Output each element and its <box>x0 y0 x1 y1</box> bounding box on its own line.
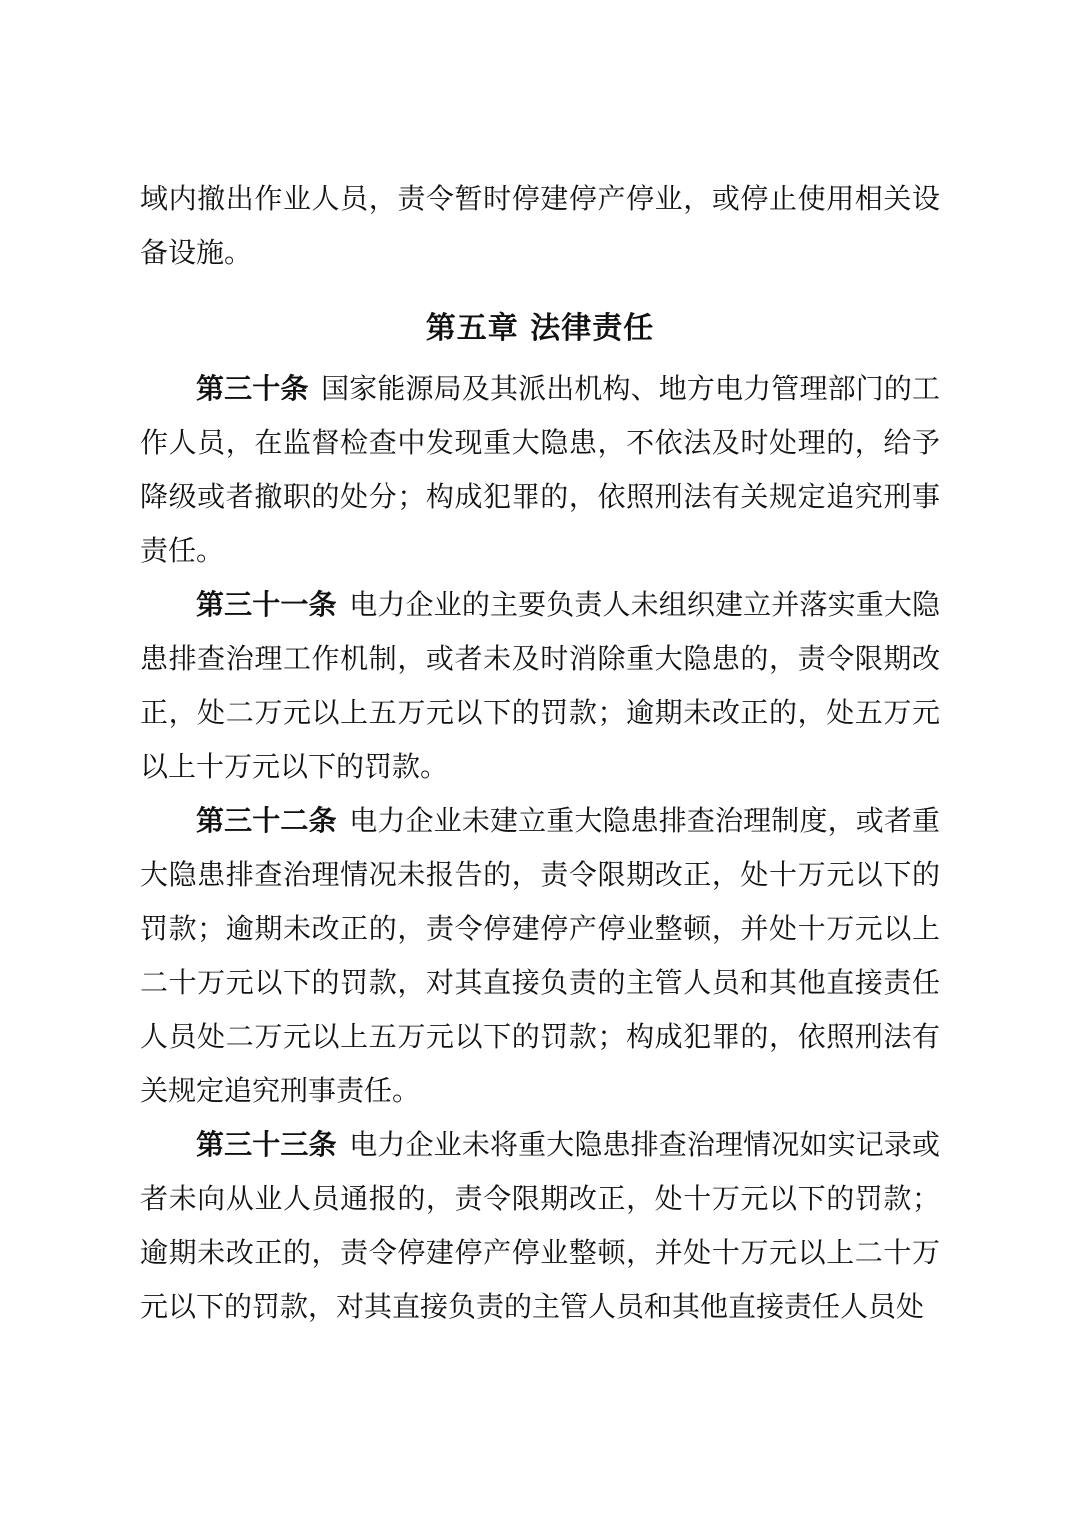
article-label-33: 第三十三条 <box>196 1128 337 1161</box>
article-paragraph-33 <box>140 1118 940 1334</box>
article-label-31: 第三十一条 <box>196 588 337 621</box>
article-paragraph-31 <box>140 578 940 794</box>
article-text-31: 电力企业的主要负责人未组织建立并落实重大隐患排查治理工作机制，或者未及时消除重大隐患的，责令限期改正，处二万元以上五万元以下的罚款；逾期未改正的，处五万元以上十万元以下的罚款。 <box>140 588 940 783</box>
article-paragraph-32 <box>140 794 940 1118</box>
article-text-32: 电力企业未建立重大隐患排查治理制度，或者重大隐患排查治理情况未报告的，责令限期改正，处十万元以下的罚款；逾期未改正的，责令停建停产停业整顿，并处十万元以上二十万元以下的罚款，对其直接负责的主管人员和其他直接责任人员处二万元以上五万元以下的罚款；构成犯罪的，依照刑法有关规定追究刑事责任。 <box>140 804 940 1107</box>
article-paragraph-30 <box>140 362 940 578</box>
article-text-30: 国家能源局及其派出机构、地方电力管理部门的工作人员，在监督检查中发现重大隐患，不依法及时处理的，给予降级或者撤职的处分；构成犯罪的，依照刑法有关规定追究刑事责任。 <box>140 372 940 567</box>
chapter-heading: 第五章 法律责任 <box>425 311 655 346</box>
document-content <box>140 172 940 1334</box>
article-text-33: 电力企业未将重大隐患排查治理情况如实记录或者未向从业人员通报的，责令限期改正，处十万元以下的罚款；逾期未改正的，责令停建停产停业整顿，并处十万元以上二十万元以下的罚款，对其直接负责的主管人员和其他直接责任人员处 <box>140 1128 940 1323</box>
article-label-30: 第三十条 <box>196 372 309 405</box>
continuation-paragraph: 域内撤出作业人员，责令暂时停建停产停业，或停止使用相关设备设施。 <box>140 182 940 269</box>
article-label-32: 第三十二条 <box>196 804 337 837</box>
